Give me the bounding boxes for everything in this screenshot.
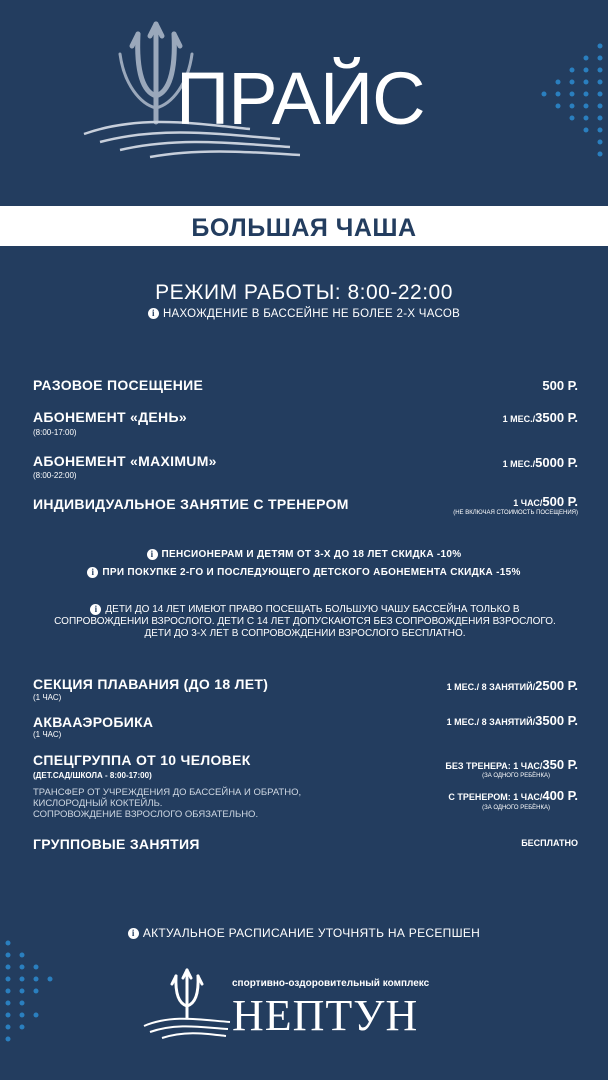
- price-note-personal-training: (НЕ ВКЛЮЧАЯ СТОИМОСТЬ ПОСЕЩЕНИЯ): [453, 510, 578, 516]
- group-name-swimming: СЕКЦИЯ ПЛАВАНИЯ (ДО 18 ЛЕТ): [33, 676, 269, 692]
- dots-decoration-bottom: [0, 935, 80, 1065]
- discount-1: [0, 549, 608, 560]
- special-group-sub: (ДЕТ.САД/ШКОЛА - 8:00-17:00): [33, 771, 152, 780]
- price-amount: 400 Р.: [542, 788, 578, 803]
- discount-text: ПЕНСИОНЕРАМ И ДЕТЯМ ОТ 3-Х ДО 18 ЛЕТ СКИДКА -10%: [161, 549, 462, 561]
- special-option-no-trainer-note: (ЗА ОДНОГО РЕБЁНКА): [482, 773, 550, 779]
- price-period: БЕЗ ТРЕНЕРА: 1 ЧАС/: [445, 761, 543, 771]
- info-icon: i: [87, 567, 98, 578]
- info-icon: i: [147, 549, 158, 560]
- group-sub-aquaaerobics: (1 ЧАС): [33, 730, 62, 739]
- price-period: 1 МЕС./ 8 ЗАНЯТИЙ/: [446, 717, 536, 727]
- price-amount: 3500 Р.: [535, 410, 578, 425]
- special-option-with-trainer: [448, 788, 578, 803]
- price-name-maximum: АБОНЕМЕНТ «MAXIMUM»: [33, 453, 217, 469]
- info-icon: i: [148, 308, 159, 319]
- schedule-note: [0, 926, 608, 940]
- price-amount: 5000 Р.: [535, 455, 578, 470]
- price-name-single-visit: РАЗОВОЕ ПОСЕЩЕНИЕ: [33, 377, 204, 393]
- price-value-single-visit: [542, 378, 578, 393]
- price-amount: 500 Р.: [542, 378, 578, 393]
- price-amount: 3500 Р.: [535, 713, 578, 728]
- children-note-line-3: ДЕТИ ДО 3-Х ЛЕТ В СОПРОВОЖДЕНИИ ВЗРОСЛОГО БЕСПЛАТНО.: [144, 628, 466, 640]
- price-value-personal-training: [513, 494, 578, 509]
- hours-note-text: НАХОЖДЕНИЕ В БАССЕЙНЕ НЕ БОЛЕЕ 2-Х ЧАСОВ: [162, 308, 461, 320]
- price-name-personal-training: ИНДИВИДУАЛЬНОЕ ЗАНЯТИЕ С ТРЕНЕРОМ: [33, 496, 349, 512]
- footer-brand: НЕПТУН: [232, 991, 419, 1040]
- section-banner: [0, 206, 608, 246]
- info-icon: i: [90, 604, 101, 615]
- special-option-no-trainer: [445, 757, 578, 772]
- price-period: 1 МЕС./: [502, 414, 536, 424]
- children-note: [30, 604, 580, 640]
- dots-decoration-top: [530, 38, 608, 168]
- group-value-aquaaerobics: [447, 713, 578, 728]
- group-sub-swimming: (1 ЧАС): [33, 693, 62, 702]
- price-amount: 2500 Р.: [535, 678, 578, 693]
- page-title: ПРАЙС: [176, 57, 425, 140]
- group-name-aquaaerobics: АКВААЭРОБИКА: [33, 714, 154, 730]
- price-period: С ТРЕНЕРОМ: 1 ЧАС/: [448, 792, 543, 802]
- schedule-note-text: АКТУАЛЬНОЕ РАСПИСАНИЕ УТОЧНЯТЬ НА РЕСЕПШЕН: [142, 926, 481, 940]
- group-value-swimming: [447, 678, 578, 693]
- footer-subtitle: спортивно-оздоровительный комплекс: [232, 978, 430, 989]
- children-note-line-1: i ДЕТИ ДО 14 ЛЕТ ИМЕЮТ ПРАВО ПОСЕЩАТЬ БОЛЬШУЮ ЧАШУ БАССЕЙНА ТОЛЬКО В: [30, 604, 580, 616]
- hours-note: [0, 308, 608, 320]
- special-group-description: ТРАНСФЕР ОТ УЧРЕЖДЕНИЯ ДО БАССЕЙНА И ОБРАТНО, КИСЛОРОДНЫЙ КОКТЕЙЛЬ. СОПРОВОЖДЕНИЕ ВЗРОСЛОГО ОБЯЗАТЕЛЬНО.: [33, 787, 302, 820]
- price-period: 1 МЕС./ 8 ЗАНЯТИЙ/: [446, 682, 536, 692]
- price-value-day: [503, 410, 578, 425]
- trident-icon: [142, 966, 232, 1046]
- info-icon: i: [128, 928, 139, 939]
- children-note-line-2: СОПРОВОЖДЕНИИ ВЗРОСЛОГО. ДЕТИ С 14 ЛЕТ ДОПУСКАЮТСЯ БЕЗ СОПРОВОЖДЕНИЯ ВЗРОСЛОГО.: [54, 616, 556, 628]
- price-sub-maximum: (8:00-22:00): [33, 471, 77, 480]
- section-title: БОЛЬШАЯ ЧАША: [191, 214, 417, 242]
- special-option-with-trainer-note: (ЗА ОДНОГО РЕБЁНКА): [482, 805, 550, 811]
- price-name-day: АБОНЕМЕНТ «ДЕНЬ»: [33, 409, 187, 425]
- group-classes-price: БЕСПЛАТНО: [521, 838, 578, 848]
- working-hours: РЕЖИМ РАБОТЫ: 8:00-22:00: [155, 281, 453, 304]
- special-group-name: СПЕЦГРУППА ОТ 10 ЧЕЛОВЕК: [33, 752, 251, 768]
- price-value-maximum: [503, 455, 578, 470]
- price-amount: 500 Р.: [542, 494, 578, 509]
- discount-text: ПРИ ПОКУПКЕ 2-ГО И ПОСЛЕДУЮЩЕГО ДЕТСКОГО АБОНЕМЕНТА СКИДКА -15%: [102, 567, 521, 579]
- discount-2: [0, 567, 608, 578]
- group-classes-name: ГРУППОВЫЕ ЗАНЯТИЯ: [33, 836, 200, 852]
- price-period: 1 ЧАС/: [513, 498, 543, 508]
- price-amount: 350 Р.: [542, 757, 578, 772]
- price-sub-day: (8:00-17:00): [33, 428, 77, 437]
- price-period: 1 МЕС./: [502, 459, 536, 469]
